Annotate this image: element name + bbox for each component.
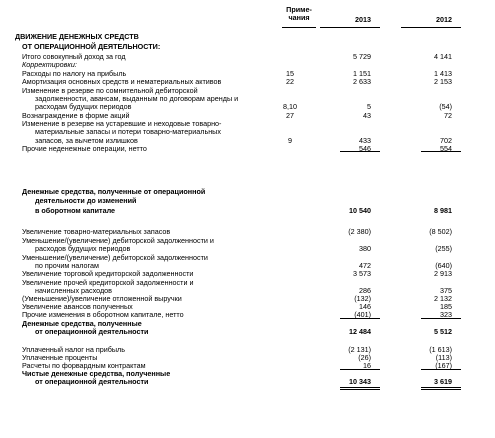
row-label: материальные запасы и потери товарно-материальных bbox=[35, 127, 221, 136]
row-label: деятельности до изменений bbox=[35, 196, 137, 205]
row-label: Увеличение прочей кредиторской задолженности и bbox=[22, 278, 194, 287]
row-value-2013: 146 bbox=[359, 302, 371, 311]
row-value-2013: 43 bbox=[363, 111, 371, 120]
row-value-2012: (113) bbox=[435, 353, 452, 362]
row-value-2012: 8 981 bbox=[434, 206, 452, 215]
note-column-header-line1: Приме- bbox=[286, 5, 312, 14]
row-value-2013: (26) bbox=[358, 353, 371, 362]
row-label: Денежные средства, полученные от операционной bbox=[22, 187, 206, 196]
row-value-2012: (255) bbox=[435, 244, 452, 253]
row-value-2012: 185 bbox=[440, 302, 452, 311]
row-label: запасов, за вычетом излишков bbox=[35, 136, 138, 145]
row-value-2013: 2 633 bbox=[353, 77, 371, 86]
row-label: начисленных расходов bbox=[35, 286, 112, 295]
row-value-2013: 286 bbox=[359, 286, 371, 295]
row-label: Итого совокупный доход за год bbox=[22, 52, 126, 61]
row-label: в оборотном капитале bbox=[35, 206, 116, 215]
payments-underline-2012 bbox=[421, 369, 461, 370]
row-label: Корректировки: bbox=[22, 60, 77, 69]
note-column-header-line2: чания bbox=[288, 13, 310, 23]
year-2013-header: 2013 bbox=[355, 15, 371, 24]
row-value-2013: (2 380) bbox=[348, 227, 371, 236]
row-value-2013: 472 bbox=[359, 261, 371, 270]
row-value-2012: (167) bbox=[435, 361, 452, 370]
row-note: 9 bbox=[288, 136, 292, 145]
row-label: Изменение в резерве по сомнительной дебиторской bbox=[22, 86, 198, 95]
row-value-2012: 72 bbox=[444, 111, 452, 120]
row-label: задолженности, авансам, выданным по договорам аренды и bbox=[35, 94, 239, 103]
net-cash-double-underline-2013 bbox=[340, 387, 380, 390]
row-value-2013: 10 343 bbox=[349, 377, 371, 386]
year-2012-header-underline bbox=[401, 27, 461, 28]
row-label: Уплаченные проценты bbox=[22, 353, 98, 362]
row-value-2012: (8 502) bbox=[429, 227, 452, 236]
row-value-2012: 2 132 bbox=[434, 294, 452, 303]
row-value-2013: 12 484 bbox=[349, 327, 371, 336]
row-note: 8,10 bbox=[283, 102, 297, 111]
row-value-2013: (401) bbox=[354, 310, 371, 319]
row-value-2013: (132) bbox=[354, 294, 371, 303]
change-total-underline-2012 bbox=[421, 318, 461, 319]
row-label: Вознаграждение в форме акций bbox=[22, 111, 130, 120]
row-value-2013: 16 bbox=[363, 361, 371, 370]
row-label: Увеличение товарно-материальных запасов bbox=[22, 227, 171, 236]
row-value-2013: 3 573 bbox=[353, 269, 371, 278]
row-label: Уплаченный налог на прибыль bbox=[22, 345, 125, 354]
row-value-2012: (54) bbox=[439, 102, 452, 111]
row-value-2013: 5 729 bbox=[353, 52, 371, 61]
row-value-2013: 5 bbox=[367, 102, 371, 111]
section-title-line1: ДВИЖЕНИЕ ДЕНЕЖНЫХ СРЕДСТВ bbox=[15, 32, 139, 41]
row-label: Уменьшение/(увеличение) дебиторской задолженности bbox=[22, 253, 208, 262]
row-label: Расходы по налогу на прибыль bbox=[22, 69, 127, 78]
row-value-2013: 10 540 bbox=[349, 206, 371, 215]
row-value-2012: 702 bbox=[440, 136, 452, 145]
note-column-header bbox=[282, 6, 316, 22]
subtotal-underline-2012 bbox=[421, 151, 461, 152]
row-value-2012: 2 913 bbox=[434, 269, 452, 278]
row-label: Уменьшение/(увеличение) дебиторской задолженности и bbox=[22, 236, 214, 245]
row-value-2012: 554 bbox=[440, 144, 452, 153]
row-value-2012: 323 bbox=[440, 310, 452, 319]
row-value-2013: 546 bbox=[359, 144, 371, 153]
row-label: от операционной деятельности bbox=[35, 327, 149, 336]
row-label: Прочие неденежные операции, нетто bbox=[22, 144, 147, 153]
year-2013-header-underline bbox=[320, 27, 380, 28]
row-label: расходам будущих периодов bbox=[35, 102, 132, 111]
row-value-2012: 4 141 bbox=[434, 52, 452, 61]
row-label: расходов будущих периодов bbox=[35, 244, 131, 253]
row-label: Увеличение торговой кредиторской задолженности bbox=[22, 269, 194, 278]
row-value-2012: 1 413 bbox=[434, 69, 452, 78]
row-label: по прочим налогам bbox=[35, 261, 99, 270]
row-value-2013: 1 151 bbox=[353, 69, 371, 78]
row-label: Увеличение авансов полученных bbox=[22, 302, 133, 311]
note-header-underline bbox=[282, 27, 316, 28]
subtotal-underline-2013 bbox=[340, 151, 380, 152]
change-total-underline-2013 bbox=[340, 318, 380, 319]
payments-underline-2013 bbox=[340, 369, 380, 370]
net-cash-double-underline-2012 bbox=[421, 387, 461, 390]
row-value-2012: 2 153 bbox=[434, 77, 452, 86]
year-2012-header: 2012 bbox=[436, 15, 452, 24]
row-label: Расчеты по форвардным контрактам bbox=[22, 361, 146, 370]
row-value-2012: 375 bbox=[440, 286, 452, 295]
row-value-2013: 380 bbox=[359, 244, 371, 253]
row-value-2012: 3 619 bbox=[434, 377, 452, 386]
row-note: 22 bbox=[286, 77, 294, 86]
row-value-2012: (640) bbox=[435, 261, 452, 270]
row-label: Прочие изменения в оборотном капитале, нетто bbox=[22, 310, 184, 319]
row-value-2013: 433 bbox=[359, 136, 371, 145]
row-note: 15 bbox=[286, 69, 294, 78]
row-label: Чистые денежные средства, полученные bbox=[22, 369, 171, 378]
row-value-2012: (1 613) bbox=[429, 345, 452, 354]
row-value-2012: 5 512 bbox=[434, 327, 452, 336]
row-note: 27 bbox=[286, 111, 294, 120]
row-label: Изменение в резерве на устаревшие и неходовые товарно- bbox=[22, 119, 222, 128]
section-title-line2: ОТ ОПЕРАЦИОННОЙ ДЕЯТЕЛЬНОСТИ: bbox=[22, 42, 161, 51]
row-value-2013: (2 131) bbox=[348, 345, 371, 354]
row-label: Денежные средства, полученные bbox=[22, 319, 142, 328]
row-label: от операционной деятельности bbox=[35, 377, 149, 386]
row-label: (Уменьшение)/увеличение отложенной выручки bbox=[22, 294, 182, 303]
row-label: Амортизация основных средств и нематериальных активов bbox=[22, 77, 222, 86]
